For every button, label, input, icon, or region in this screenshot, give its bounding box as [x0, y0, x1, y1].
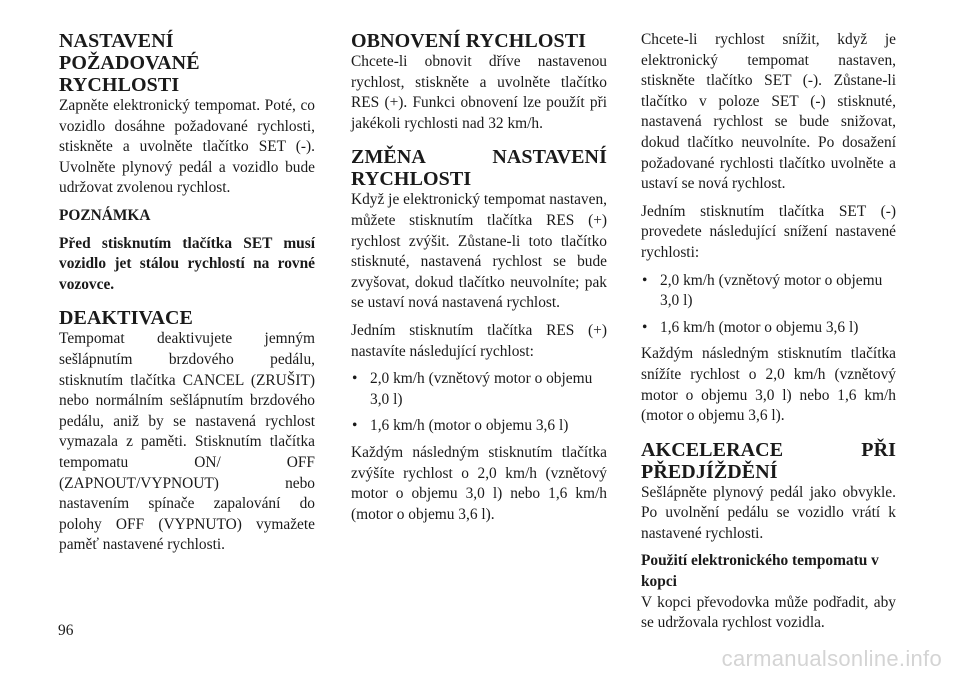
increase-bullet-list	[351, 369, 607, 437]
increase-each-press-text: Každým následným stisknutím tlačítka zvýšíte rychlost o 2,0 km/h (vznětový motor o objemu 3,0 l) nebo 1,6 km/h (motor o objemu 3,6 l).	[351, 443, 607, 523]
column-3	[641, 30, 896, 641]
decrease-once-text: Jedním stisknutím tlačítka SET (-) provedete následující snížení nastavené rychlosti:	[641, 202, 896, 261]
section-title-set-speed: NASTAVENÍ POŽADOVANÉ RYCHLOSTI	[59, 30, 200, 96]
column-1	[59, 30, 315, 563]
hill-subheading: Použití elektronického tempomatu v kopci	[641, 552, 879, 591]
page-number: 96	[58, 622, 74, 639]
section-title-deactivation: DEAKTIVACE	[59, 307, 193, 330]
section-title-overtaking: AKCELERACE PŘI PŘEDJÍŽDĚNÍ	[641, 438, 896, 483]
list-item: • 1,6 km/h (motor o objemu 3,6 l)	[641, 318, 896, 339]
deactivation-text: Tempomat deaktivujete jemným sešlápnutím brzdového pedálu, stisknutím tlačítka CANCEL (ZRUŠIT) nebo normálním sešlápnutím brzdového pedálu, aniž by se nastavená rychlost vymazala z paměti. Stisknutím tlačítka tempomatu ON/ OFF (ZAPNOUT/VYPNOUT) nebo nastavením spínače zapalování do polohy OFF (VYPNUTO) vymažete paměť nastavené rychlosti.	[59, 330, 315, 554]
decrease-speed-text: Chcete-li rychlost snížit, když je elektronický tempomat nastaven, stiskněte tlačítko SET (-). Zůstane-li tlačítko v poloze SET (-) stisknuté, nastavená rychlost se bude snižovat, dokud tlačítko neuvolníte. Po dosažení požadované rychlosti tlačítko uvolněte a ustaví se nová rychlost.	[641, 31, 896, 193]
decrease-each-press-text: Každým následným stisknutím tlačítka snížíte rychlost o 2,0 km/h (vznětový motor o objemu 3,0 l) nebo 1,6 km/h (motor o objemu 3,6 l).	[641, 345, 896, 425]
decrease-bullet-list	[641, 271, 896, 339]
set-speed-text: Zapněte elektronický tempomat. Poté, co vozidlo dosáhne požadované rychlosti, stiskněte a uvolněte tlačítko SET (-). Uvolněte plynový pedál a vozidlo bude udržovat zvolenou rychlost.	[59, 97, 315, 197]
change-speed-text: Když je elektronický tempomat nastaven, můžete stisknutím tlačítka RES (+) rychlost zvýšit. Zůstane-li toto tlačítko stisknuté, nastavená rychlost se bude zvyšovat, dokud tlačítko neuvolníte; pak se ustaví nová nastavená rychlost.	[351, 191, 607, 312]
note-title: POZNÁMKA	[59, 206, 151, 224]
section-title-change-speed: ZMĚNA NASTAVENÍ RYCHLOSTI	[351, 146, 607, 191]
overtaking-text: Sešlápněte plynový pedál jako obvykle. Po uvolnění pedálu se vozidlo vrátí k nastavené rychlosti.	[641, 483, 896, 542]
list-item: • 1,6 km/h (motor o objemu 3,6 l)	[351, 416, 607, 437]
list-item: • 2,0 km/h (vznětový motor o objemu 3,0 l)	[351, 369, 607, 410]
note-text: Před stisknutím tlačítka SET musí vozidlo jet stálou rychlostí na rovné vozovce.	[59, 234, 315, 293]
column-2	[351, 30, 607, 532]
watermark: carmanualsonline.info	[721, 646, 942, 671]
list-item: • 2,0 km/h (vznětový motor o objemu 3,0 l)	[641, 271, 896, 312]
increase-once-text: Jedním stisknutím tlačítka RES (+) nastavíte následující rychlost:	[351, 321, 607, 360]
hill-text: V kopci převodovka může podřadit, aby se udržovala rychlost vozidla.	[641, 593, 896, 632]
section-title-resume-speed: OBNOVENÍ RYCHLOSTI	[351, 30, 587, 52]
resume-speed-text: Chcete-li obnovit dříve nastavenou rychlost, stiskněte a uvolněte tlačítko RES (+). Funkci obnovení lze použít při jakékoli rychlosti nad 32 km/h.	[351, 53, 607, 132]
